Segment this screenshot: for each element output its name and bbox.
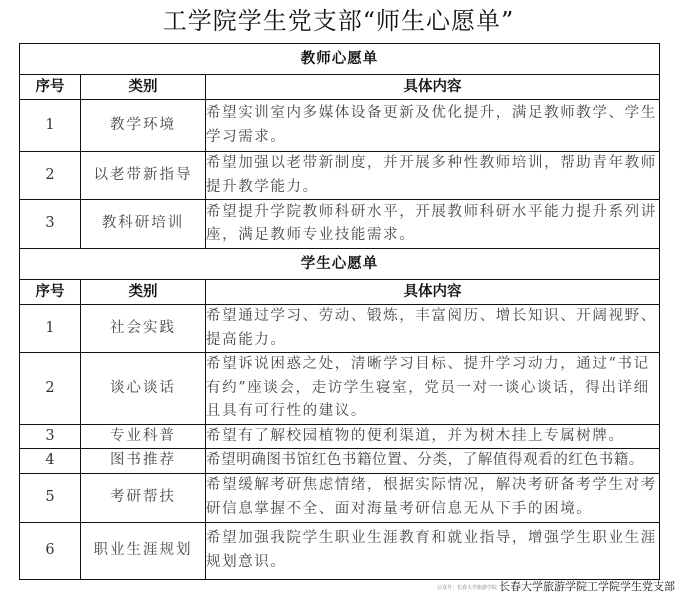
row-category: 社会实践 [81,305,206,353]
row-category: 教学环境 [81,100,206,152]
row-category: 职业生涯规划 [81,522,206,579]
watermark [437,578,675,594]
column-header-content: 具体内容 [206,75,660,100]
row-content: 希望实训室内多媒体设备更新及优化提升，满足教师教学、学生学习需求。 [206,100,660,152]
table-row [20,522,660,579]
row-content: 希望提升学院教师科研水平，开展教师科研水平能力提升系列讲座，满足教师专业技能需求。 [206,200,660,249]
document-title: 工学院学生党支部“师生心愿单” [162,7,515,35]
row-category: 专业科普 [81,424,206,449]
table-row [20,305,660,353]
row-number: 1 [20,305,81,353]
section-heading-row [20,44,660,75]
row-number: 4 [20,449,81,474]
column-header-category: 类别 [81,280,206,305]
table-row [20,424,660,449]
wish-list-table [19,43,660,580]
row-content: 希望加强我院学生职业生涯教育和就业指导，增强学生职业生涯规划意识。 [206,522,660,579]
row-category: 教科研培训 [81,200,206,249]
row-category: 以老带新指导 [81,152,206,200]
row-number: 6 [20,522,81,579]
column-header-category: 类别 [81,75,206,100]
table-row [20,353,660,425]
column-header-row [20,280,660,305]
row-number: 5 [20,473,81,522]
column-header-content: 具体内容 [206,280,660,305]
row-category: 考研帮扶 [81,473,206,522]
column-header-no: 序号 [20,75,81,100]
row-category: 图书推荐 [81,449,206,474]
table-row [20,200,660,249]
row-content: 希望通过学习、劳动、锻炼，丰富阅历、增长知识、开阔视野、提高能力。 [206,305,660,353]
row-content: 希望明确图书馆红色书籍位置、分类，了解值得观看的红色书籍。 [206,449,660,474]
section-heading-row [20,249,660,280]
row-content: 希望加强以老带新制度，并开展多种性教师培训，帮助青年教师提升教学能力。 [206,152,660,200]
row-number: 1 [20,100,81,152]
row-content: 希望有了解校园植物的便利渠道，并为树木挂上专属树牌。 [206,424,660,449]
student-section-heading: 学生心愿单 [20,249,660,280]
column-header-no: 序号 [20,280,81,305]
row-number: 3 [20,424,81,449]
row-number: 2 [20,353,81,425]
row-number: 3 [20,200,81,249]
teacher-section-heading: 教师心愿单 [20,44,660,75]
table-row [20,449,660,474]
table-row [20,100,660,152]
row-content: 希望缓解考研焦虑情绪，根据实际情况，解决考研备考学生对考研信息掌握不全、面对海量考研信息无从下手的困境。 [206,473,660,522]
table-row [20,473,660,522]
row-content: 希望诉说困惑之处，清晰学习目标、提升学习动力，通过“书记有约”座谈会，走访学生寝室，党员一对一谈心谈话，得出详细且具有可行性的建议。 [206,353,660,425]
watermark-text: 长春大学旅游学院工学院学生党支部 [499,580,675,593]
column-header-row [20,75,660,100]
table-row [20,152,660,200]
row-number: 2 [20,152,81,200]
watermark-small-text: 公众号：长春大学旅游学院 [436,584,497,591]
row-category: 谈心谈话 [81,353,206,425]
